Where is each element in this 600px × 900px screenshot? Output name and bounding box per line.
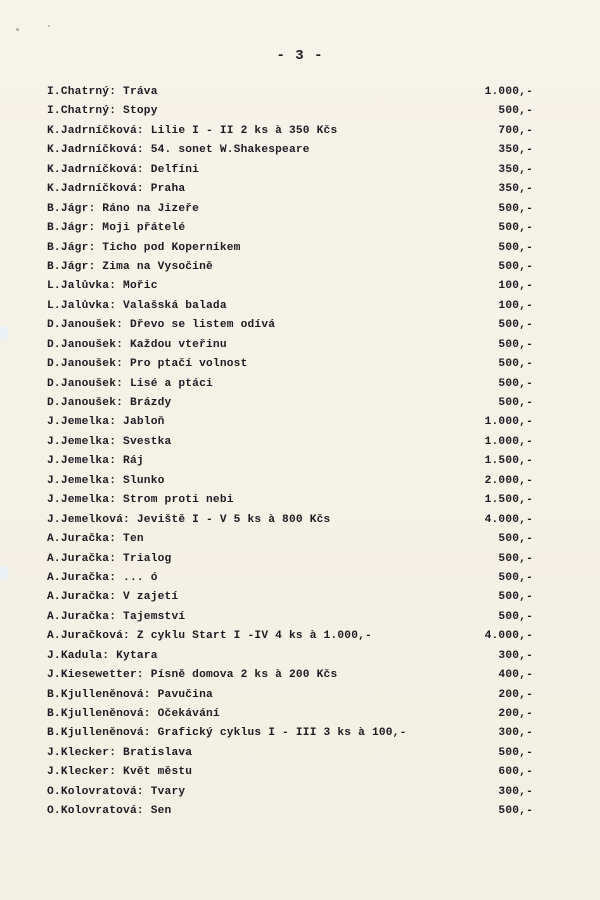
artwork-price: 100,- — [498, 299, 533, 312]
artwork-price: 400,- — [498, 669, 533, 682]
list-item — [47, 222, 533, 241]
artwork-price: 700,- — [498, 124, 533, 137]
artwork-title: B.Kjulleněnová: Pavučina — [47, 688, 213, 701]
artwork-price: 500,- — [498, 746, 533, 759]
list-item — [47, 416, 533, 435]
list-item — [47, 650, 533, 669]
list-item — [47, 183, 533, 202]
list-item — [47, 261, 533, 280]
artwork-price: 1.500,- — [484, 494, 533, 507]
list-item — [47, 242, 533, 261]
artwork-title: D.Janoušek: Dřevo se listem odívá — [47, 319, 276, 332]
list-item — [47, 358, 533, 377]
artwork-title: A.Juračková: Z cyklu Start I -IV 4 ks à 1.000,- — [47, 630, 372, 643]
artwork-title: D.Janoušek: Pro ptačí volnost — [47, 358, 248, 371]
list-item — [47, 514, 533, 533]
artwork-price: 350,- — [498, 183, 533, 196]
ink-speck — [48, 25, 50, 27]
artwork-price: 500,- — [498, 260, 533, 273]
artwork-price: 300,- — [498, 727, 533, 740]
list-item — [47, 378, 533, 397]
artwork-title: J.Jemelka: Jabloň — [47, 416, 165, 429]
artwork-title: B.Kjulleněnová: Grafický cyklus I - III 3 ks à 100,- — [47, 727, 407, 740]
list-item — [47, 727, 533, 746]
artwork-price: 300,- — [498, 649, 533, 662]
artwork-title: K.Jadrníčková: Lilie I - II 2 ks à 350 Kčs — [47, 124, 338, 137]
list-item — [47, 319, 533, 338]
artwork-price: 1.000,- — [484, 435, 533, 448]
artwork-title: D.Janoušek: Každou vteřinu — [47, 338, 227, 351]
list-item — [47, 689, 533, 708]
list-item — [47, 553, 533, 572]
list-item — [47, 805, 533, 824]
artwork-title: J.Jemelková: Jeviště I - V 5 ks à 800 Kčs — [47, 513, 331, 526]
punch-hole — [0, 326, 9, 340]
artwork-title: A.Juračka: ... ó — [47, 571, 158, 584]
artwork-title: K.Jadrníčková: Delfíni — [47, 163, 200, 176]
price-list — [47, 86, 533, 825]
list-item — [47, 105, 533, 124]
artwork-price: 350,- — [498, 144, 533, 157]
artwork-title: J.Jemelka: Strom proti nebi — [47, 494, 234, 507]
list-item — [47, 436, 533, 455]
artwork-price: 500,- — [498, 222, 533, 235]
list-item — [47, 786, 533, 805]
artwork-title: L.Jalůvka: Mořic — [47, 280, 158, 293]
artwork-price: 1.000,- — [484, 416, 533, 429]
artwork-title: B.Jágr: Zima na Vysočině — [47, 260, 213, 273]
list-item — [47, 747, 533, 766]
artwork-title: K.Jadrníčková: Praha — [47, 183, 186, 196]
artwork-title: D.Janoušek: Lisé a ptáci — [47, 377, 213, 390]
artwork-price: 500,- — [498, 377, 533, 390]
list-item — [47, 475, 533, 494]
list-item — [47, 630, 533, 649]
artwork-title: J.Jemelka: Ráj — [47, 455, 144, 468]
artwork-title: D.Janoušek: Brázdy — [47, 397, 172, 409]
artwork-price: 4.000,- — [484, 630, 533, 643]
artwork-price: 4.000,- — [484, 513, 533, 526]
list-item — [47, 669, 533, 688]
list-item — [47, 455, 533, 474]
artwork-price: 500,- — [498, 358, 533, 371]
artwork-title: B.Kjulleněnová: Očekávání — [47, 708, 220, 720]
artwork-price: 500,- — [498, 202, 533, 215]
artwork-price: 200,- — [498, 688, 533, 701]
list-item — [47, 572, 533, 591]
artwork-title: J.Kiesewetter: Písně domova 2 ks à 200 Kčs — [47, 669, 338, 682]
artwork-price: 500,- — [498, 552, 533, 565]
list-item — [47, 300, 533, 319]
list-item — [47, 766, 533, 785]
list-item — [47, 708, 533, 727]
list-item — [47, 611, 533, 630]
artwork-title: A.Juračka: Tajemství — [47, 610, 186, 623]
artwork-title: J.Kadula: Kytara — [47, 649, 158, 662]
list-item — [47, 397, 533, 416]
artwork-price: 500,- — [498, 241, 533, 254]
artwork-price: 500,- — [498, 105, 533, 118]
list-item — [47, 339, 533, 358]
artwork-title: B.Jágr: Ráno na Jizeře — [47, 202, 200, 215]
artwork-price: 500,- — [498, 338, 533, 351]
artwork-price: 1.000,- — [484, 86, 533, 98]
artwork-price: 500,- — [498, 533, 533, 546]
artwork-title: A.Juračka: Trialog — [47, 552, 172, 565]
ink-speck — [16, 28, 19, 31]
artwork-price: 100,- — [498, 280, 533, 293]
list-item — [47, 86, 533, 105]
page-number: - 3 - — [276, 48, 324, 64]
artwork-title: I.Chatrný: Tráva — [47, 86, 158, 98]
artwork-price: 300,- — [498, 785, 533, 798]
artwork-price: 500,- — [498, 610, 533, 623]
list-item — [47, 203, 533, 222]
artwork-price: 350,- — [498, 163, 533, 176]
list-item — [47, 125, 533, 144]
artwork-title: B.Jágr: Ticho pod Koperníkem — [47, 241, 241, 254]
artwork-title: J.Jemelka: Švestka — [47, 435, 172, 448]
artwork-title: J.Jemelka: Slunko — [47, 474, 165, 487]
artwork-title: O.Kolovratová: Tvary — [47, 785, 186, 798]
artwork-price: 500,- — [498, 571, 533, 584]
punch-hole — [0, 566, 9, 580]
list-item — [47, 280, 533, 299]
artwork-price: 2.000,- — [484, 474, 533, 487]
list-item — [47, 494, 533, 513]
artwork-price: 600,- — [498, 766, 533, 779]
artwork-price: 1.500,- — [484, 455, 533, 468]
artwork-title: A.Juračka: V zajetí — [47, 591, 179, 604]
artwork-title: J.Klecker: Bratislava — [47, 746, 193, 759]
artwork-price: 500,- — [498, 805, 533, 818]
artwork-title: A.Juračka: Ten — [47, 533, 144, 546]
artwork-title: J.Klecker: Květ městu — [47, 766, 193, 779]
list-item — [47, 164, 533, 183]
list-item — [47, 533, 533, 552]
artwork-price: 500,- — [498, 397, 533, 409]
artwork-price: 200,- — [498, 708, 533, 720]
artwork-title: O.Kolovratová: Sen — [47, 805, 172, 818]
artwork-title: B.Jágr: Moji přátelé — [47, 222, 186, 235]
artwork-price: 500,- — [498, 591, 533, 604]
artwork-title: I.Chatrný: Stopy — [47, 105, 158, 118]
artwork-title: K.Jadrníčková: 54. sonet W.Shakespeare — [47, 144, 310, 157]
artwork-title: L.Jalůvka: Valašská balada — [47, 299, 227, 312]
list-item — [47, 591, 533, 610]
list-item — [47, 144, 533, 163]
artwork-price: 500,- — [498, 319, 533, 332]
